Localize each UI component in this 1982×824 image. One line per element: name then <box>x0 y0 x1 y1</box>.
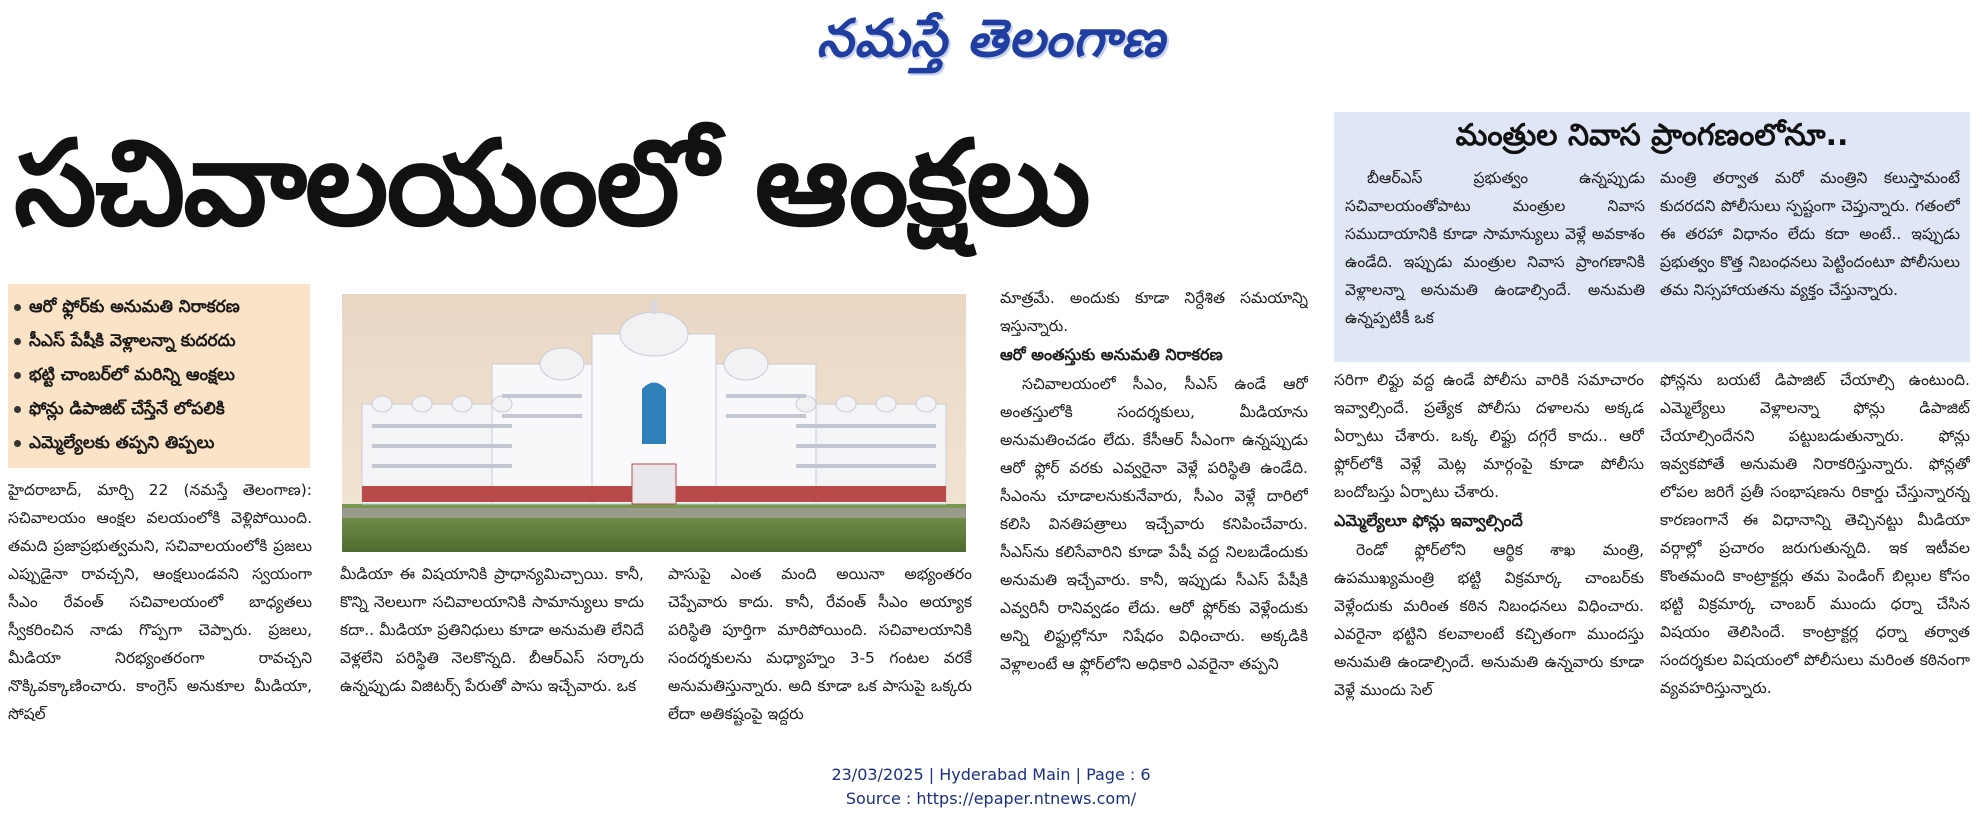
article-paragraph: మీడియా ఈ విషయానికి ప్రాధాన్యమిచ్చాయి. కానీ, కొన్ని నెలలుగా సచివాలయానికి సామాన్యులు కాదు కదా.. మీడియా ప్రతినిధులు కూడా అనుమతి లేనిదే వెళ్లలేని పరిస్థితి నెలకొన్నది. బీఆర్‌ఎస్ సర్కారు ఉన్నప్పుడు విజిటర్స్ పేరుతో పాసు ఇచ్చేవారు. ఒక <box>340 565 644 695</box>
highlights-list <box>14 290 310 460</box>
highlight-item: ఫోన్లు డిపాజిట్ చేస్తేనే లోపలికి <box>14 392 310 426</box>
article-paragraph: ఫోన్లను బయటే డిపాజిట్ చేయాల్సి ఉంటుంది. ఎమ్మెల్యేలు వెళ్లాలన్నా ఫోన్లు డిపాజిట్ చేయాల్సిందేనని పట్టుబడుతున్నారు. ఫోన్లు ఇవ్వకపోతే అనుమతి నిరాకరిస్తున్నారు. ఫోన్లతో లోపల జరిగే ప్రతీ సంభాషణను రికార్డు చేస్తున్నారన్న కారణంగానే ఈ విధానాన్ని తెచ్చినట్టు మీడియా వర్గాల్లో ప్రచారం జరుగుతున్నది. ఇక ఇటీవల కొంతమంది కాంట్రాక్టర్లు తమ పెండింగ్ బిల్లుల కోసం భట్టి విక్రమార్క చాంబర్ ముందు ధర్నా చేసిన విషయం తెలిసిందే. కాంట్రాక్టర్ల ధర్నా తర్వాత సందర్శకుల విషయంలో పోలీసులు మరింత కఠినంగా వ్యవహరిస్తున్నారు. <box>1660 371 1970 697</box>
article-paragraph: హైదరాబాద్, మార్చి 22 (నమస్తే తెలంగాణ): సచివాలయం ఆంక్షల వలయంలోకి వెళ్లిపోయింది. తమది ప్రజాప్రభుత్వమని, సచివాలయంలోకి ప్రజలు ఎప్పుడైనా రావచ్చని, ఆంక్షలుండవని స్వయంగా సీఎం రేవంత్ సచివాలయంలో బాధ్యతలు స్వీకరించిన నాడు గొప్పగా చెప్పారు. ప్రజలు, మీడియా నిరభ్యంతరంగా రావచ్చని నొక్కివక్కాణించారు. కాంగ్రెస్ అనుకూల మీడియా, సోషల్ <box>8 481 312 723</box>
sidebar-column-left <box>1345 164 1645 360</box>
article-paragraph: రెండో ఫ్లోర్‌లోని ఆర్థిక శాఖ మంత్రి, ఉపముఖ్యమంత్రి భట్టి విక్రమార్క చాంబర్‌కు వెళ్లేందుకు మరింత కఠిన నిబంధనలు విధించారు. ఎవరైనా భట్టిని కలవాలంటే కచ్చితంగా ముందస్తు అనుమతి ఉండాల్సిందే. అనుమతి ఉన్నవారు కూడా వెళ్లే ముందు సెల్ <box>1334 541 1644 699</box>
article-paragraph: పాసుపై ఎంత మంది అయినా అభ్యంతరం చెప్పేవారు కాదు. కానీ, రేవంత్ సీఎం అయ్యాక పరిస్థితి పూర్తిగా మారిపోయింది. సచివాలయానికి సందర్శకులను మధ్యాహ్నం 3-5 గంటల వరకే అనుమతిస్తున్నారు. అది కూడా ఒక పాసుపై ఒక్కరు లేదా అతికష్టంపై ఇద్దరు <box>668 565 972 723</box>
bullet-icon <box>14 372 21 379</box>
bullet-icon <box>14 406 21 413</box>
sidebar-right-paragraph: మంత్రి తర్వాత మరో మంత్రిని కలుస్తామంటే కుదరదని పోలీసులు స్పష్టంగా చెప్తున్నారు. గతంలో ఈ తరహా విధానం లేదు కదా అంటే.. ఇప్పుడు ప్రభుత్వం కొత్త నిబంధనలు పెట్టిందంటూ పోలీసులు తమ నిస్సహాయతను వ్యక్తం చేస్తున్నారు. <box>1660 169 1960 299</box>
highlight-item: సీఎస్ పేషీకి వెళ్లాలన్నా కుదరదు <box>14 324 310 358</box>
masthead-logo: నమస్తే తెలంగాణ <box>816 8 1166 69</box>
footer-date-edition: 23/03/2025 | Hyderabad Main | Page : 6 <box>831 765 1151 784</box>
page-headline: సచివాలయంలో ఆంక్షలు <box>14 114 1089 252</box>
article-paragraph: మాత్రమే. అందుకు కూడా నిర్దేశిత సమయాన్ని ఇస్తున్నారు. <box>1000 289 1308 335</box>
sidebar-title: మంత్రుల నివాస ప్రాంగణంలోనూ.. <box>1455 118 1849 153</box>
article-column-6 <box>1660 366 1970 756</box>
highlight-item: ఆరో ఫ్లోర్‌కు అనుమతి నిరాకరణ <box>14 290 310 324</box>
bullet-icon <box>14 304 21 311</box>
footer-source-link[interactable]: Source : https://epaper.ntnews.com/ <box>845 789 1137 808</box>
bullet-icon <box>14 440 21 447</box>
subheading: ఆరో అంతస్తుకు అనుమతి నిరాకరణ <box>1000 345 1223 364</box>
article-column-3 <box>668 560 972 756</box>
article-paragraph: సచివాలయంలో సీఎం, సీఎస్ ఉండే ఆరో అంతస్తులోకి సందర్శకులు, మీడియాను అనుమతించడం లేదు. కేసీఆర్ సీఎంగా ఉన్నప్పుడు ఆరో ఫ్లోర్ వరకు ఎవ్వరైనా వెళ్లే పరిస్థితి ఉండేది. సీఎంను చూడాలనుకునేవారు, సీఎం వెళ్లే దారిలో కలిసి వినతిపత్రాలు ఇచ్చేవారు కనిపించేవారు. సీఎస్‌ను కలిసేవారిని కూడా పేషీ వద్ద నిలబడేందుకు అనుమతి ఇచ్చేవారు. కానీ, ఇప్పుడు సీఎస్ పేషీకి ఎవ్వరినీ రానివ్వడం లేదు. ఆరో ఫ్లోర్‌కు వెళ్లేందుకు అన్ని లిఫ్టుల్లోనూ నిషేధం విధించారు. అక్కడికి వెళ్లాలంటే ఆ ఫ్లోర్‌లోని అధికారి ఎవరైనా తప్పని <box>1000 375 1308 673</box>
article-column-4 <box>1000 284 1308 756</box>
sidebar-left-paragraph: బీఆర్‌ఎస్ ప్రభుత్వం ఉన్నప్పుడు సచివాలయంతోపాటు మంత్రుల నివాస సముదాయానికి కూడా సామాన్యులు వెళ్లే అవకాశం ఉండేది. ఇప్పుడు మంత్రుల నివాస ప్రాంగణానికి వెళ్లాలన్నా అనుమతి ఉండాల్సిందే. అనుమతి ఉన్నప్పటికీ ఒక <box>1345 169 1645 327</box>
secretariat-photo <box>342 294 966 552</box>
highlight-item: ఎమ్మెల్యేలకు తప్పని తిప్పలు <box>14 426 310 460</box>
article-paragraph: సరిగా లిఫ్టు వద్ద ఉండే పోలీసు వారికి సమాచారం ఇవ్వాల్సిందే. ప్రత్యేక పోలీసు దళాలను అక్కడ ఏర్పాటు చేశారు. ఒక్క లిఫ్టు దగ్గరే కాదు.. ఆరో ఫ్లోర్‌లోకి వెళ్లే మెట్ల మార్గంపై కూడా పోలీసు బందోబస్తు ఏర్పాటు చేశారు. <box>1334 371 1644 501</box>
subheading: ఎమ్మెల్యేలూ ఫోన్లు ఇవ్వాల్సిందే <box>1334 511 1523 530</box>
page-footer <box>0 763 1982 811</box>
bullet-icon <box>14 338 21 345</box>
article-column-2 <box>340 560 644 756</box>
article-column-1 <box>8 476 312 756</box>
sidebar-column-right <box>1660 164 1960 360</box>
highlight-item: భట్టి చాంబర్‌లో మరిన్ని ఆంక్షలు <box>14 358 310 392</box>
article-column-5 <box>1334 366 1644 756</box>
